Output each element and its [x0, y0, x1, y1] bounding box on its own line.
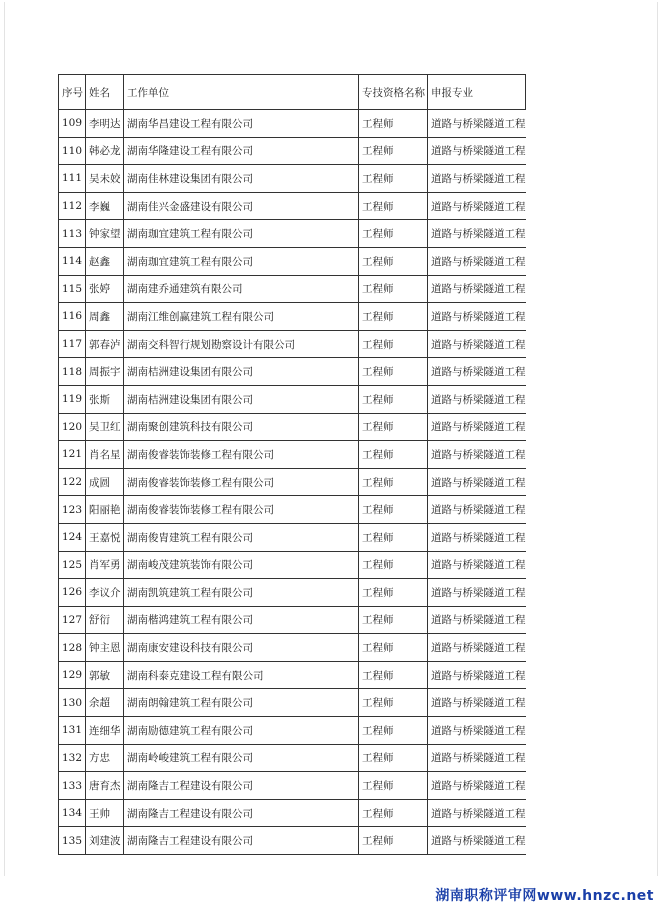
cell-major: 道路与桥梁隧道工程: [428, 634, 526, 662]
cell-no: 116: [59, 303, 86, 331]
cell-no: 125: [59, 551, 86, 579]
cell-name: 郭敏: [86, 661, 124, 689]
table-row: [59, 799, 526, 827]
cell-name: 韩必龙: [86, 137, 124, 165]
cell-no: 120: [59, 413, 86, 441]
table-row: [59, 275, 526, 303]
cell-major: 道路与桥梁隧道工程: [428, 330, 526, 358]
cell-major: 道路与桥梁隧道工程: [428, 385, 526, 413]
cell-name: 王帅: [86, 799, 124, 827]
table-row: [59, 413, 526, 441]
cell-no: 122: [59, 468, 86, 496]
cell-major: 道路与桥梁隧道工程: [428, 827, 526, 855]
table-row: [59, 330, 526, 358]
table-row: [59, 496, 526, 524]
cell-major: 道路与桥梁隧道工程: [428, 247, 526, 275]
cell-major: 道路与桥梁隧道工程: [428, 744, 526, 772]
cell-qualification: 工程师: [359, 661, 428, 689]
cell-major: 道路与桥梁隧道工程: [428, 579, 526, 607]
header-unit: 工作单位: [124, 75, 359, 110]
cell-major: 道路与桥梁隧道工程: [428, 661, 526, 689]
cell-major: 道路与桥梁隧道工程: [428, 772, 526, 800]
header-name: 姓名: [86, 75, 124, 110]
cell-name: 张斯: [86, 385, 124, 413]
cell-major: 道路与桥梁隧道工程: [428, 303, 526, 331]
cell-no: 109: [59, 110, 86, 138]
cell-major: 道路与桥梁隧道工程: [428, 275, 526, 303]
cell-unit: 湖南隆吉工程建设有限公司: [124, 772, 359, 800]
cell-no: 127: [59, 606, 86, 634]
table-row: [59, 689, 526, 717]
cell-name: 吴卫红: [86, 413, 124, 441]
cell-major: 道路与桥梁隧道工程: [428, 689, 526, 717]
cell-qualification: 工程师: [359, 744, 428, 772]
cell-no: 111: [59, 165, 86, 193]
cell-major: 道路与桥梁隧道工程: [428, 165, 526, 193]
cell-no: 121: [59, 441, 86, 469]
table-row: [59, 551, 526, 579]
table-row: [59, 385, 526, 413]
cell-unit: 湖南励德建筑工程有限公司: [124, 717, 359, 745]
cell-qualification: 工程师: [359, 827, 428, 855]
cell-unit: 湖南佳兴金盛建设有限公司: [124, 192, 359, 220]
cell-major: 道路与桥梁隧道工程: [428, 441, 526, 469]
cell-major: 道路与桥梁隧道工程: [428, 413, 526, 441]
cell-unit: 湖南桔洲建设集团有限公司: [124, 385, 359, 413]
cell-unit: 湖南华隆建设工程有限公司: [124, 137, 359, 165]
cell-qualification: 工程师: [359, 385, 428, 413]
cell-name: 李明达: [86, 110, 124, 138]
cell-qualification: 工程师: [359, 358, 428, 386]
cell-qualification: 工程师: [359, 441, 428, 469]
cell-qualification: 工程师: [359, 468, 428, 496]
cell-major: 道路与桥梁隧道工程: [428, 358, 526, 386]
cell-no: 115: [59, 275, 86, 303]
cell-unit: 湖南桔洲建设集团有限公司: [124, 358, 359, 386]
roster-table: [58, 74, 526, 855]
cell-name: 吴未姣: [86, 165, 124, 193]
cell-qualification: 工程师: [359, 165, 428, 193]
cell-name: 方忠: [86, 744, 124, 772]
table-row: [59, 137, 526, 165]
cell-qualification: 工程师: [359, 192, 428, 220]
table-header-row: [59, 75, 526, 110]
cell-qualification: 工程师: [359, 413, 428, 441]
cell-qualification: 工程师: [359, 496, 428, 524]
cell-qualification: 工程师: [359, 275, 428, 303]
cell-name: 周振宇: [86, 358, 124, 386]
table-row: [59, 468, 526, 496]
table-row: [59, 744, 526, 772]
cell-no: 124: [59, 523, 86, 551]
cell-no: 118: [59, 358, 86, 386]
cell-unit: 湖南俊睿装饰装修工程有限公司: [124, 468, 359, 496]
cell-no: 113: [59, 220, 86, 248]
table-row: [59, 523, 526, 551]
cell-name: 唐育杰: [86, 772, 124, 800]
cell-qualification: 工程师: [359, 523, 428, 551]
cell-name: 阳丽艳: [86, 496, 124, 524]
header-qualification: 专技资格名称: [359, 75, 428, 110]
cell-name: 肖名星: [86, 441, 124, 469]
cell-unit: 湖南康安建设科技有限公司: [124, 634, 359, 662]
cell-major: 道路与桥梁隧道工程: [428, 799, 526, 827]
cell-qualification: 工程师: [359, 799, 428, 827]
cell-name: 连细华: [86, 717, 124, 745]
cell-qualification: 工程师: [359, 220, 428, 248]
cell-name: 刘建波: [86, 827, 124, 855]
site-watermark[interactable]: 湖南职称评审网www.hnzc.net: [435, 888, 654, 904]
cell-unit: 湖南凯筑建筑工程有限公司: [124, 579, 359, 607]
cell-unit: 湖南江维创赢建筑工程有限公司: [124, 303, 359, 331]
cell-unit: 湖南聚创建筑科技有限公司: [124, 413, 359, 441]
cell-qualification: 工程师: [359, 303, 428, 331]
cell-unit: 湖南岭峻建筑工程有限公司: [124, 744, 359, 772]
table-row: [59, 661, 526, 689]
cell-name: 余超: [86, 689, 124, 717]
cell-qualification: 工程师: [359, 551, 428, 579]
cell-major: 道路与桥梁隧道工程: [428, 220, 526, 248]
table-row: [59, 247, 526, 275]
cell-no: 123: [59, 496, 86, 524]
cell-unit: 湖南俊胄建筑工程有限公司: [124, 523, 359, 551]
cell-name: 肖军勇: [86, 551, 124, 579]
cell-qualification: 工程师: [359, 247, 428, 275]
cell-no: 131: [59, 717, 86, 745]
cell-qualification: 工程师: [359, 772, 428, 800]
header-no: 序号: [59, 75, 86, 110]
cell-unit: 湖南俊睿装饰装修工程有限公司: [124, 496, 359, 524]
cell-no: 112: [59, 192, 86, 220]
cell-unit: 湖南交科智行规划勘察设计有限公司: [124, 330, 359, 358]
cell-no: 119: [59, 385, 86, 413]
cell-no: 130: [59, 689, 86, 717]
cell-major: 道路与桥梁隧道工程: [428, 192, 526, 220]
cell-unit: 湖南隆吉工程建设有限公司: [124, 799, 359, 827]
table-row: [59, 110, 526, 138]
cell-qualification: 工程师: [359, 137, 428, 165]
table-row: [59, 606, 526, 634]
cell-no: 126: [59, 579, 86, 607]
cell-no: 129: [59, 661, 86, 689]
cell-major: 道路与桥梁隧道工程: [428, 606, 526, 634]
cell-unit: 湖南珈宜建筑工程有限公司: [124, 247, 359, 275]
cell-no: 134: [59, 799, 86, 827]
cell-no: 132: [59, 744, 86, 772]
table-row: [59, 772, 526, 800]
cell-unit: 湖南珈宜建筑工程有限公司: [124, 220, 359, 248]
cell-name: 周鑫: [86, 303, 124, 331]
cell-name: 李议介: [86, 579, 124, 607]
cell-no: 135: [59, 827, 86, 855]
cell-unit: 湖南科泰克建设工程有限公司: [124, 661, 359, 689]
cell-major: 道路与桥梁隧道工程: [428, 137, 526, 165]
cell-name: 郭春泸: [86, 330, 124, 358]
cell-no: 128: [59, 634, 86, 662]
cell-unit: 湖南峻茂建筑装饰有限公司: [124, 551, 359, 579]
cell-no: 114: [59, 247, 86, 275]
cell-major: 道路与桥梁隧道工程: [428, 523, 526, 551]
cell-name: 王嘉悦: [86, 523, 124, 551]
cell-name: 李巍: [86, 192, 124, 220]
cell-unit: 湖南隆吉工程建设有限公司: [124, 827, 359, 855]
cell-name: 成圆: [86, 468, 124, 496]
table-row: [59, 220, 526, 248]
cell-name: 钟主恩: [86, 634, 124, 662]
cell-unit: 湖南俊睿装饰装修工程有限公司: [124, 441, 359, 469]
cell-no: 110: [59, 137, 86, 165]
table-row: [59, 717, 526, 745]
cell-unit: 湖南朗翰建筑工程有限公司: [124, 689, 359, 717]
cell-major: 道路与桥梁隧道工程: [428, 496, 526, 524]
table-row: [59, 303, 526, 331]
cell-major: 道路与桥梁隧道工程: [428, 717, 526, 745]
table-row: [59, 192, 526, 220]
cell-major: 道路与桥梁隧道工程: [428, 551, 526, 579]
table-row: [59, 358, 526, 386]
table-row: [59, 827, 526, 855]
table-body: [59, 110, 526, 855]
cell-qualification: 工程师: [359, 689, 428, 717]
cell-qualification: 工程师: [359, 717, 428, 745]
header-major: 申报专业: [428, 75, 526, 110]
cell-name: 钟家望: [86, 220, 124, 248]
cell-qualification: 工程师: [359, 606, 428, 634]
cell-no: 117: [59, 330, 86, 358]
cell-major: 道路与桥梁隧道工程: [428, 468, 526, 496]
table-row: [59, 634, 526, 662]
cell-name: 张婷: [86, 275, 124, 303]
table-row: [59, 165, 526, 193]
cell-qualification: 工程师: [359, 110, 428, 138]
cell-major: 道路与桥梁隧道工程: [428, 110, 526, 138]
cell-no: 133: [59, 772, 86, 800]
cell-unit: 湖南佳林建设集团有限公司: [124, 165, 359, 193]
cell-qualification: 工程师: [359, 579, 428, 607]
cell-name: 赵鑫: [86, 247, 124, 275]
cell-qualification: 工程师: [359, 330, 428, 358]
cell-unit: 湖南华昌建设工程有限公司: [124, 110, 359, 138]
cell-unit: 湖南楷鸿建筑工程有限公司: [124, 606, 359, 634]
cell-qualification: 工程师: [359, 634, 428, 662]
cell-unit: 湖南建乔通建筑有限公司: [124, 275, 359, 303]
cell-name: 舒衍: [86, 606, 124, 634]
table-row: [59, 579, 526, 607]
table-row: [59, 441, 526, 469]
